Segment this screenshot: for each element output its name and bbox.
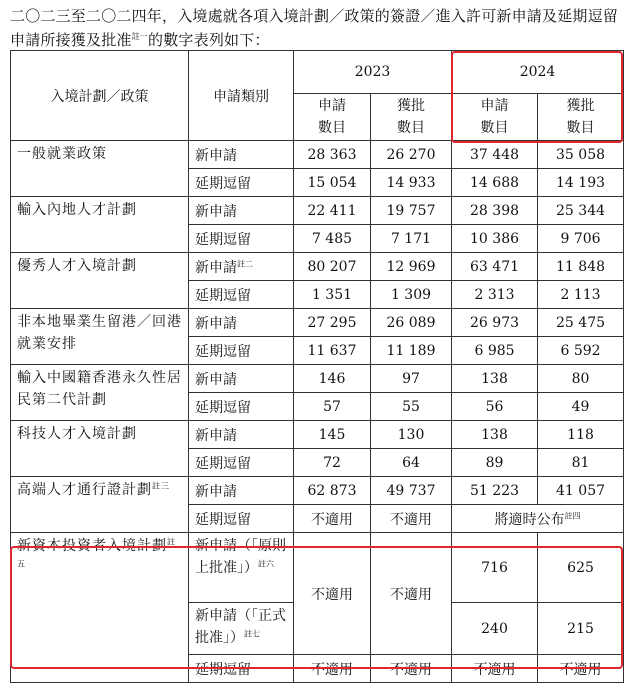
- cell-value: 28 398: [452, 197, 538, 225]
- cell-value: 35 058: [538, 141, 624, 169]
- cell-value: 240: [452, 603, 538, 655]
- program-name: 輸入中國籍香港永久性居民第二代計劃: [11, 365, 189, 421]
- cell-value: 97: [371, 365, 452, 393]
- cell-value: 81: [538, 449, 624, 477]
- cell-value: 62 873: [294, 477, 371, 505]
- cell-value: 7 171: [371, 225, 452, 253]
- table-row: [11, 533, 624, 603]
- cell-value: 51 223: [452, 477, 538, 505]
- cell-value: 1 351: [294, 281, 371, 309]
- footnote-marker: 註四: [564, 510, 581, 520]
- cell-not-applicable: 不適用: [294, 655, 371, 683]
- cell-value: 41 057: [538, 477, 624, 505]
- cell-value: 716: [452, 533, 538, 603]
- program-name: 非本地畢業生留港／回港就業安排: [11, 309, 189, 365]
- cell-to-be-announced: 將適時公布$^{註四}$: [452, 505, 624, 533]
- cell-value: 89: [452, 449, 538, 477]
- cell-value: 64: [371, 449, 452, 477]
- type-extension: 延期逗留: [189, 169, 294, 197]
- header-type: 申請類別: [189, 51, 294, 141]
- cell-value: 118: [538, 421, 624, 449]
- cell-value: 11 189: [371, 337, 452, 365]
- header-year-2023: 2023: [294, 51, 452, 94]
- statistics-table: [10, 50, 624, 683]
- cell-value: 146: [294, 365, 371, 393]
- program-name: 新資本投資者入境計劃$^{註五}$: [11, 533, 189, 683]
- type-new: 新申請: [189, 421, 294, 449]
- cell-value: 49: [538, 393, 624, 421]
- table-row: [11, 365, 624, 393]
- cell-value: 49 737: [371, 477, 452, 505]
- cell-value: 2 313: [452, 281, 538, 309]
- type-new-in-principle: 新申請（「原則上批准」）$^{註六}$: [189, 533, 294, 603]
- type-new: 新申請: [189, 309, 294, 337]
- cell-not-applicable: 不適用: [294, 533, 371, 655]
- header-program: 入境計劃／政策: [11, 51, 189, 141]
- cell-not-applicable: 不適用: [371, 533, 452, 655]
- cell-not-applicable: 不適用: [538, 655, 624, 683]
- header-approved-2023: 獲批 數目: [371, 94, 452, 141]
- cell-value: 25 475: [538, 309, 624, 337]
- cell-value: 138: [452, 365, 538, 393]
- type-new-formal: 新申請（「正式批准」）$^{註七}$: [189, 603, 294, 655]
- cell-value: 26 973: [452, 309, 538, 337]
- type-new: 新申請: [189, 197, 294, 225]
- cell-not-applicable: 不適用: [371, 505, 452, 533]
- cell-value: 55: [371, 393, 452, 421]
- table-row: [11, 309, 624, 337]
- cell-value: 19 757: [371, 197, 452, 225]
- cell-value: 6 985: [452, 337, 538, 365]
- cell-value: 15 054: [294, 169, 371, 197]
- cell-value: 215: [538, 603, 624, 655]
- type-extension: 延期逗留: [189, 281, 294, 309]
- cell-value: 26 089: [371, 309, 452, 337]
- footnote-marker: 註七: [244, 629, 260, 639]
- footnote-marker: 註五: [17, 537, 176, 569]
- cell-value: 80: [538, 365, 624, 393]
- type-new: 新申請: [189, 365, 294, 393]
- cell-value: 14 688: [452, 169, 538, 197]
- cell-not-applicable: 不適用: [294, 505, 371, 533]
- header-applications-2024: 申請 數目: [452, 94, 538, 141]
- cell-value: 28 363: [294, 141, 371, 169]
- cell-value: 27 295: [294, 309, 371, 337]
- footnote-marker: 註六: [258, 559, 274, 569]
- cell-value: 63 471: [452, 253, 538, 281]
- type-extension: 延期逗留: [189, 505, 294, 533]
- cell-not-applicable: 不適用: [371, 655, 452, 683]
- cell-value: 130: [371, 421, 452, 449]
- cell-value: 80 207: [294, 253, 371, 281]
- header-year-2024: 2024: [452, 51, 624, 94]
- cell-value: 1 309: [371, 281, 452, 309]
- footnote-marker: 註一: [131, 32, 149, 41]
- footnote-marker: 註二: [237, 258, 253, 268]
- cell-value: 138: [452, 421, 538, 449]
- type-extension: 延期逗留: [189, 449, 294, 477]
- type-new: 新申請: [189, 477, 294, 505]
- table-row: [11, 253, 624, 281]
- program-name: 輸入內地人才計劃: [11, 197, 189, 253]
- cell-value: 12 969: [371, 253, 452, 281]
- type-new: 新申請: [189, 141, 294, 169]
- intro-text: 二〇二三至二〇二四年，入境處就各項入境計劃／政策的簽證／進入許可新申請及延期逗留申請所接獲及批准: [10, 7, 619, 49]
- cell-value: 6 592: [538, 337, 624, 365]
- cell-value: 26 270: [371, 141, 452, 169]
- type-extension: 延期逗留: [189, 225, 294, 253]
- intro-text-end: 的數字表列如下：: [148, 31, 270, 49]
- cell-value: 22 411: [294, 197, 371, 225]
- cell-value: 25 344: [538, 197, 624, 225]
- intro-paragraph: [10, 4, 622, 52]
- program-name: 科技人才入境計劃: [11, 421, 189, 477]
- cell-value: 7 485: [294, 225, 371, 253]
- table-row: [11, 477, 624, 505]
- cell-value: 57: [294, 393, 371, 421]
- footnote-marker: 註三: [152, 481, 170, 491]
- cell-value: 14 933: [371, 169, 452, 197]
- program-name: 高端人才通行證計劃$^{註三}$: [11, 477, 189, 533]
- cell-value: 11 848: [538, 253, 624, 281]
- table-row: [11, 141, 624, 169]
- type-new: 新申請$^{註二}$: [189, 253, 294, 281]
- header-approved-2024: 獲批 數目: [538, 94, 624, 141]
- cell-value: 56: [452, 393, 538, 421]
- type-extension: 延期逗留: [189, 655, 294, 683]
- cell-value: 11 637: [294, 337, 371, 365]
- table-row: [11, 197, 624, 225]
- cell-value: 2 113: [538, 281, 624, 309]
- cell-not-applicable: 不適用: [452, 655, 538, 683]
- program-name: 優秀人才入境計劃: [11, 253, 189, 309]
- cell-value: 14 193: [538, 169, 624, 197]
- cell-value: 37 448: [452, 141, 538, 169]
- type-extension: 延期逗留: [189, 393, 294, 421]
- cell-value: 72: [294, 449, 371, 477]
- table-row: [11, 421, 624, 449]
- cell-value: 145: [294, 421, 371, 449]
- cell-value: 10 386: [452, 225, 538, 253]
- cell-value: 9 706: [538, 225, 624, 253]
- type-extension: 延期逗留: [189, 337, 294, 365]
- program-name: 一般就業政策: [11, 141, 189, 197]
- cell-value: 625: [538, 533, 624, 603]
- header-applications-2023: 申請 數目: [294, 94, 371, 141]
